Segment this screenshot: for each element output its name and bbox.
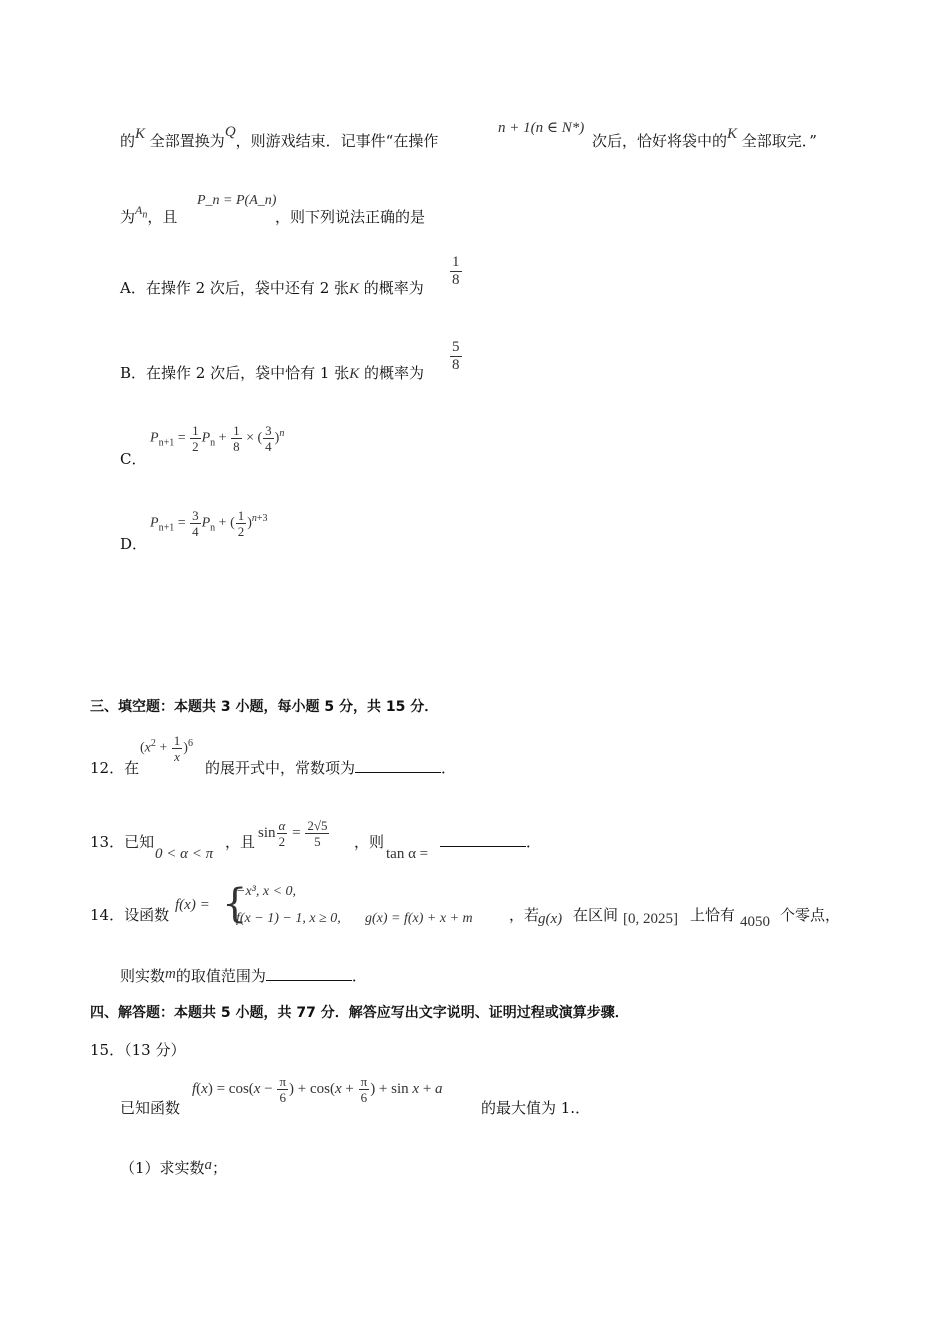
q15-sub1 — [120, 1158, 227, 1179]
q13-blank-line — [440, 832, 541, 852]
formula-option-d: $P_{n+1}$ = $\frac{3}{4}$ $P_n$ + ( $\frac{1}{2}$ )$^{n+3}$ — [150, 508, 268, 539]
q15-text-b: 的最大值为 1.． — [481, 1099, 591, 1117]
q11-line2-b: ，则下列说法正确的是 — [275, 208, 426, 226]
text: 在操作 2 次后，袋中还有 2 张 — [145, 279, 350, 297]
q14-count: 4050 — [740, 914, 770, 930]
math-K: K — [727, 126, 738, 142]
section-4-heading: 四、解答题：本题共 5 小题，共 77 分．解答应写出文字说明、证明过程或演算步骤． — [90, 1005, 629, 1021]
q14-in: 在区间 — [573, 906, 619, 924]
text: 全部置换为 — [145, 132, 225, 150]
text: ，则游戏结束．记事件“在操作 — [235, 132, 439, 150]
math-K: K — [349, 366, 360, 382]
text: 为 — [120, 208, 136, 226]
q13-condition: 0 < α < π — [155, 846, 214, 862]
text: ； — [212, 1159, 228, 1177]
section-3-heading: 三、填空题：本题共 3 小题，每小题 5 分，共 15 分． — [90, 699, 439, 715]
answer-blank[interactable] — [355, 758, 441, 773]
q13-number: 13．已知 — [90, 833, 155, 851]
q12-number: 12．在 — [90, 759, 140, 777]
formula-q14-case2: f(x − 1) − 1, x ≥ 0, — [236, 911, 341, 926]
text: 的概率为 — [359, 364, 424, 382]
option-c: C． — [120, 450, 147, 468]
math-m: m — [165, 966, 176, 982]
formula-q14-fx: f(x) = — [175, 897, 210, 913]
math-Q: Q — [224, 124, 236, 140]
math-K: K — [135, 126, 146, 142]
q14-has: 上恰有 — [690, 906, 736, 924]
math-An: An — [135, 203, 148, 221]
text: 的取值范围为 — [175, 967, 266, 985]
q11-line1-b — [592, 126, 817, 152]
q13-mid: ，且 — [225, 833, 256, 851]
fraction-1-8: $\frac{1}{8}$ — [452, 254, 460, 288]
q12-tail — [205, 758, 456, 778]
option-d: D． — [120, 535, 148, 553]
q14-number: 14．设函数 — [90, 906, 170, 924]
q14-zeros: 个零点， — [780, 906, 841, 924]
math-op-count: n + 1(n ∈ N*) — [498, 120, 585, 136]
q14-mid: ，若 — [509, 906, 540, 924]
text: 次后，恰好将袋中的 — [592, 132, 728, 150]
text: 的概率为 — [359, 279, 424, 297]
q11-line1 — [120, 124, 439, 152]
text: （1）求实数 — [120, 1159, 205, 1177]
option-label: A． — [120, 279, 146, 297]
formula-q13-tan: tan α = — [386, 846, 429, 862]
fraction-5-8: $\frac{5}{8}$ — [452, 339, 460, 373]
q15-number: 15．（13 分） — [90, 1041, 186, 1059]
math-a: a — [204, 1157, 213, 1173]
answer-blank[interactable] — [440, 832, 526, 847]
math-Pn-def: P_n = P(A_n) — [197, 193, 277, 208]
formula-q13-sin: sin $\frac{\alpha}{2}$ = $\frac{2√5}{5}$ — [258, 818, 328, 849]
q15-text-a: 已知函数 — [120, 1099, 181, 1117]
formula-q15: f(x) = cos(x − $\frac{\pi}{6}$ ) + cos(x + $\frac{\pi}{6}$ ) + sin x + a — [192, 1074, 443, 1105]
math-K: K — [349, 281, 360, 297]
text: 在操作 2 次后，袋中恰有 1 张 — [146, 364, 350, 382]
formula-option-c: $P_{n+1}$ = $\frac{1}{2}$ $P_n$ + $\frac{1}{8}$ × ( $\frac{3}{4}$ )$^n$ — [150, 423, 285, 454]
answer-blank[interactable] — [266, 966, 352, 981]
formula-q14-gx: g(x) — [538, 911, 563, 927]
option-label: B． — [120, 364, 147, 382]
text: 的展开式中，常数项为 — [205, 759, 356, 777]
text: ，且 — [147, 208, 178, 226]
q14-line2 — [120, 966, 367, 987]
text: 的 — [120, 132, 136, 150]
option-b — [120, 363, 424, 384]
formula-q12-binomial: ($x^2$ + $\frac{1}{x}$ )$^6$ — [140, 733, 193, 764]
text: 则实数 — [120, 967, 166, 985]
q13-then: ，则 — [354, 833, 385, 851]
option-a — [120, 278, 424, 299]
q11-line2 — [120, 203, 178, 233]
text: ． — [351, 967, 367, 985]
brace-icon: { — [222, 881, 248, 927]
text: ． — [526, 833, 542, 851]
formula-q14-interval: [0, 2025] — [623, 911, 678, 927]
text: ． — [441, 759, 457, 777]
text: 全部取完．” — [737, 132, 817, 150]
formula-q14-g: g(x) = f(x) + x + m — [365, 911, 473, 926]
formula-q14-case1: −x³, x < 0, — [236, 884, 297, 899]
